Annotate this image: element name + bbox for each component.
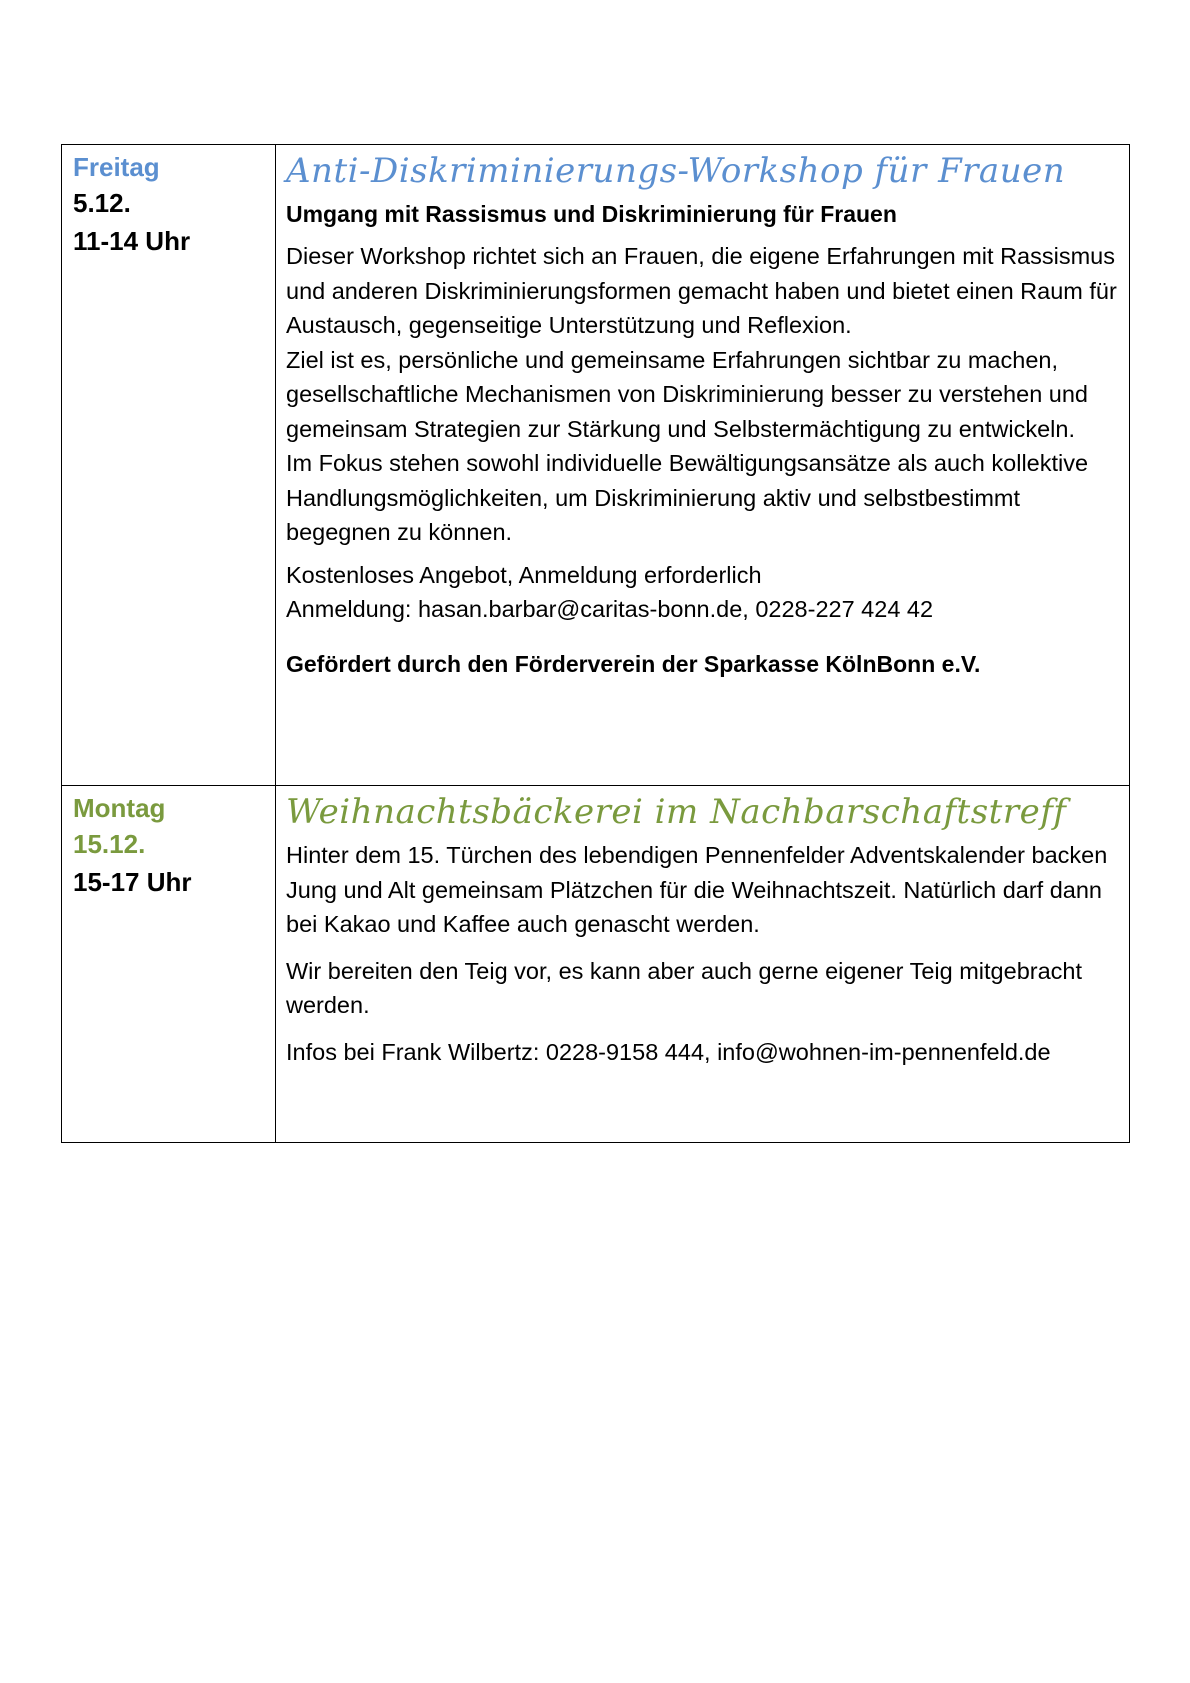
registration-contact: Anmeldung: hasan.barbar@caritas-bonn.de, 0228-227 424 42 bbox=[286, 596, 934, 622]
funding-note: Gefördert durch den Förderverein der Sparkasse KölnBonn e.V. bbox=[286, 650, 981, 677]
event-day: Freitag bbox=[73, 152, 160, 182]
event-description: Wir bereiten den Teig vor, es kann aber auch gerne eigener Teig mitgebracht werden. bbox=[286, 957, 1083, 1018]
event-details bbox=[276, 145, 1129, 785]
event-description bbox=[286, 239, 1119, 550]
event-details bbox=[276, 786, 1129, 1142]
event-contact: Infos bei Frank Wilbertz: 0228-9158 444, info@wohnen-im-pennenfeld.de bbox=[286, 1038, 1051, 1065]
event-day: Montag bbox=[73, 793, 166, 823]
event-when bbox=[62, 786, 276, 1142]
event-date: 15.12. bbox=[73, 829, 146, 859]
event-row bbox=[62, 786, 1129, 1142]
event-time: 11-14 Uhr bbox=[73, 226, 191, 256]
description-paragraph: Dieser Workshop richtet sich an Frauen, die eigene Erfahrungen mit Rassismus und anderen Diskriminierungsformen gemacht haben und bietet einen Raum für Austausch, gegenseitige Unterstützung und Reflexion. bbox=[286, 243, 1117, 338]
event-table bbox=[61, 144, 1130, 1143]
event-row bbox=[62, 145, 1129, 786]
event-title: Weihnachtsbäckerei im Nachbarschaftstreff bbox=[286, 792, 1067, 832]
event-title: Anti-Diskriminierungs-Workshop für Frauen bbox=[286, 151, 1066, 191]
info-line: Kostenloses Angebot, Anmeldung erforderlich bbox=[286, 561, 762, 588]
description-paragraph: Ziel ist es, persönliche und gemeinsame Erfahrungen sichtbar zu machen, gesellschaftliche Mechanismen von Diskriminierung besser zu verstehen und gemeinsam Strategien zur Stärkung und Selbstermächtigung zu entwickeln. bbox=[286, 346, 1089, 442]
event-description: Hinter dem 15. Türchen des lebendigen Pennenfelder Adventskalender backen Jung und Alt gemeinsam Plätzchen für die Weihnachtszeit. Natürlich darf dann bei Kakao und Kaffee auch genascht werden. bbox=[286, 842, 1108, 937]
event-when bbox=[62, 145, 276, 785]
event-subtitle: Umgang mit Rassismus und Diskriminierung für Frauen bbox=[286, 201, 897, 227]
event-time: 15-17 Uhr bbox=[73, 867, 192, 897]
event-date: 5.12. bbox=[73, 188, 131, 218]
description-paragraph: Im Fokus stehen sowohl individuelle Bewältigungsansätze als auch kollektive Handlungsmöglichkeiten, um Diskriminierung aktiv und selbstbestimmt begegnen zu können. bbox=[286, 450, 1089, 545]
event-info bbox=[286, 558, 1119, 627]
